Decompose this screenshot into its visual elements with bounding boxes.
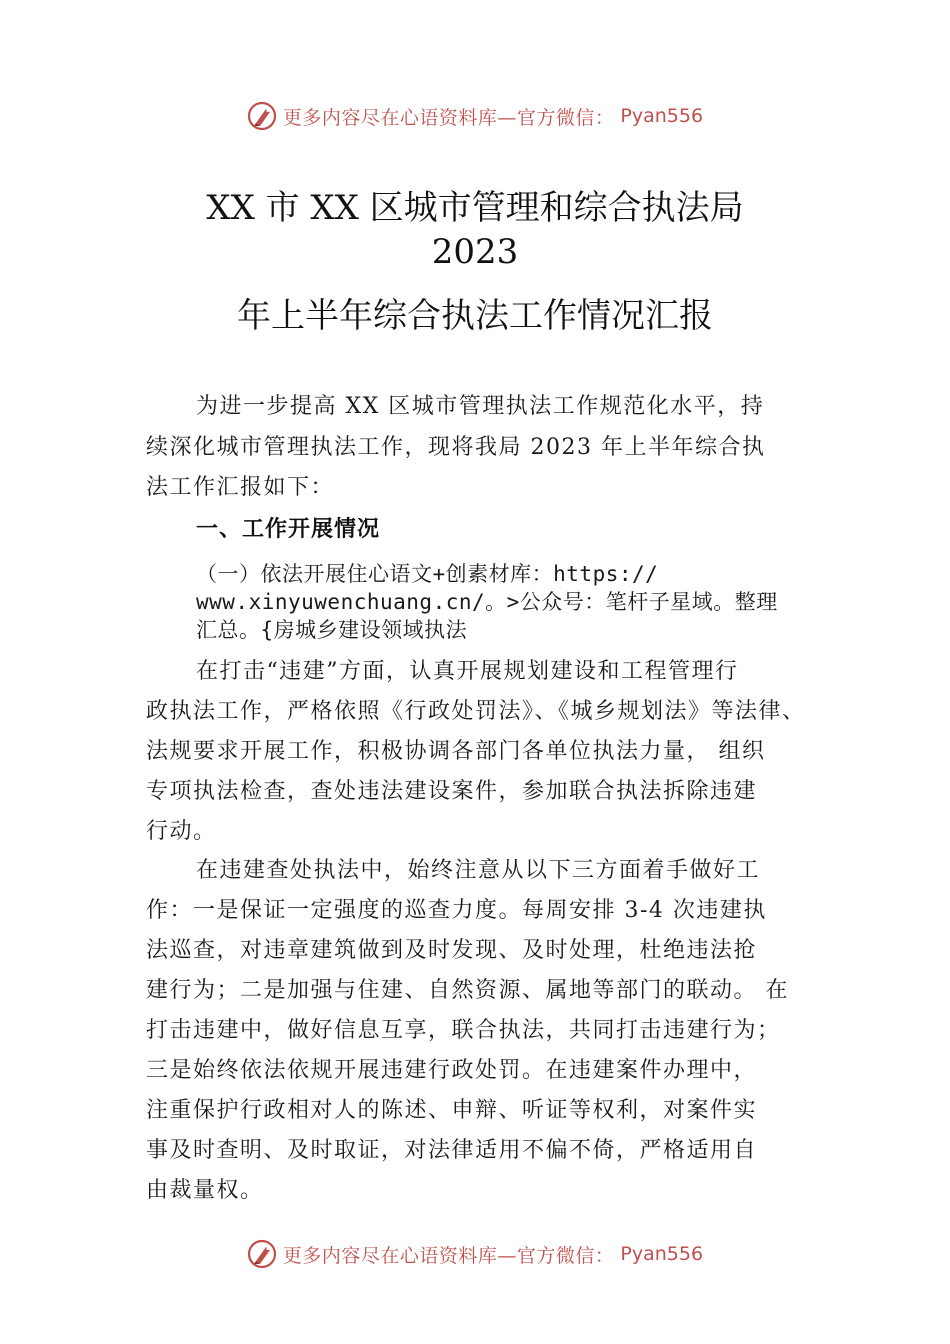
intro-line: 续深化城市管理执法工作，现将我局 2023 年上半年综合执 xyxy=(146,435,766,460)
banner-wechat-handle: Pyan556 xyxy=(620,105,704,127)
paragraph-line: 政执法工作，严格依照《行政处罚法》、《城乡规划法》等法律、 xyxy=(146,699,806,724)
paragraph-line: 事及时查明、及时取证，对法律适用不偏不倚，严格适用自 xyxy=(146,1138,758,1163)
paragraph-line: 建行为；二是加强与住建、自然资源、属地等部门的联动。 在 xyxy=(146,978,789,1003)
footer-banner-content xyxy=(247,1239,703,1269)
paragraph-line: 专项执法检查，查处违法建设案件，参加联合执法拆除违建 xyxy=(146,779,758,804)
paragraph-line: 在打击“违建”方面，认真开展规划建设和工程管理行 xyxy=(196,659,739,684)
paragraph-line: 由裁量权。 xyxy=(146,1178,264,1203)
banner-text: 更多内容尽在心语资料库—官方微信： xyxy=(282,1244,615,1267)
paragraph-line: 注重保护行政相对人的陈述、申辩、听证等权利，对案件实 xyxy=(146,1098,758,1123)
document-title-line-3: 年上半年综合执法工作情况汇报 xyxy=(237,296,713,336)
subheading-line: （一）依法开展住心语文+创素材库：https:// xyxy=(196,562,659,586)
subheading-line: www.xinyuwenchuang.cn/。>公众号：笔杆子星域。整理 xyxy=(196,590,778,614)
paragraph-line: 打击违建中，做好信息互享，联合执法，共同打击违建行为； xyxy=(146,1018,781,1043)
header-banner-content xyxy=(247,101,703,131)
paragraph-line: 在违建查处执法中，始终注意从以下三方面着手做好工 xyxy=(196,858,761,883)
section-heading: 一、工作开展情况 xyxy=(196,517,381,542)
paragraph-line: 行动。 xyxy=(146,819,217,844)
banner-text: 更多内容尽在心语资料库—官方微信： xyxy=(282,106,615,129)
intro-line: 法工作汇报如下： xyxy=(146,475,335,500)
document-title-line-1: XX 市 XX 区城市管理和综合执法局 xyxy=(206,188,744,228)
paragraph-line: 三是始终依法依规开展违建行政处罚。在违建案件办理中， xyxy=(146,1058,758,1083)
footer-banner xyxy=(0,1234,950,1274)
subheading-line: 汇总。{房城乡建设领域执法 xyxy=(196,618,468,642)
pen-nib-logo-icon xyxy=(247,101,277,131)
paragraph-line: 法巡查，对违章建筑做到及时发现、及时处理，杜绝违法抢 xyxy=(146,938,758,963)
banner-wechat-handle: Pyan556 xyxy=(620,1243,704,1265)
paragraph-line: 法规要求开展工作，积极协调各部门各单位执法力量， 组织 xyxy=(146,739,766,764)
paragraph-line: 作：一是保证一定强度的巡查力度。每周安排 3-4 次违建执 xyxy=(146,898,767,923)
document-title-line-2: 2023 xyxy=(431,232,519,272)
intro-line: 为进一步提高 XX 区城市管理执法工作规范化水平，持 xyxy=(196,394,765,419)
pen-nib-logo-icon xyxy=(247,1239,277,1269)
header-banner xyxy=(0,96,950,136)
